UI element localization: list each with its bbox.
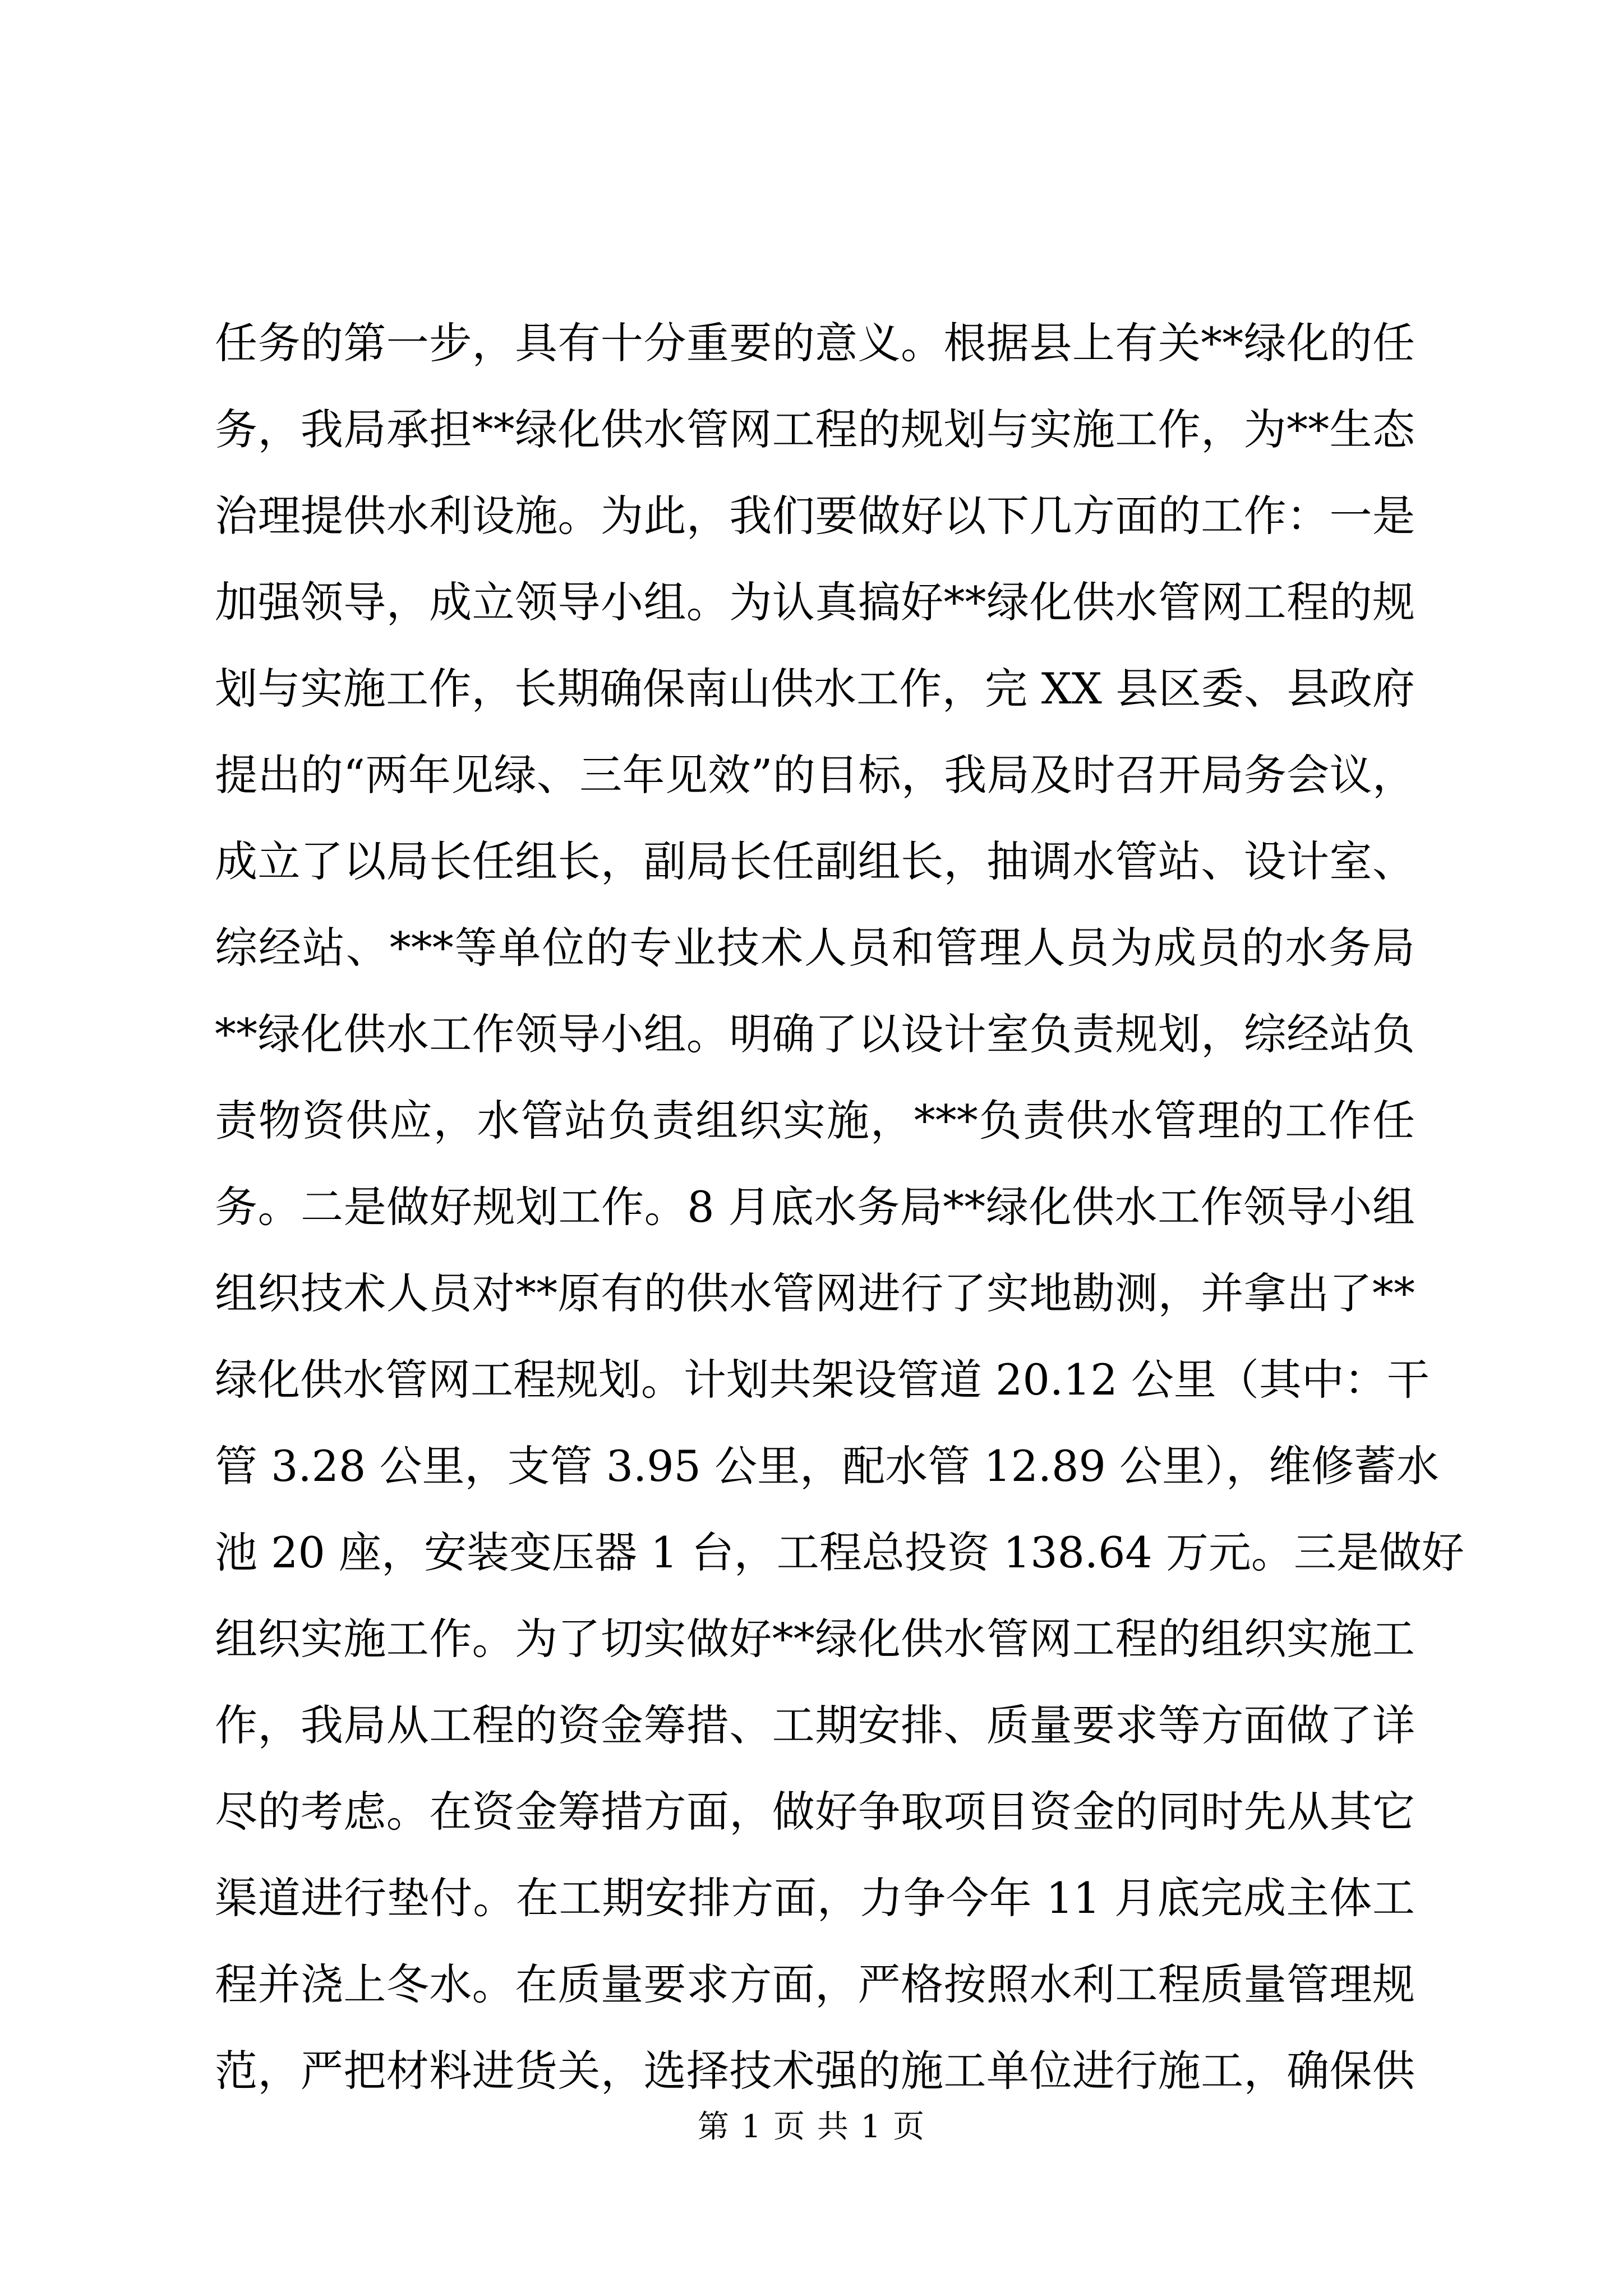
text-line-2: 务，我局承担**绿化供水管网工程的规划与实施工作，为**生态 <box>215 404 1415 454</box>
text-line-13: 绿化供水管网工程规划。计划共架设管道 20.12 公里（其中：干 <box>215 1355 1430 1405</box>
text-line-12: 组织技术人员对**原有的供水管网进行了实地勘测，并拿出了** <box>215 1268 1415 1318</box>
text-line-17: 作，我局从工程的资金筹措、工期安排、质量要求等方面做了详 <box>215 1700 1415 1750</box>
page-footer <box>0 2105 1623 2150</box>
text-line-4: 加强领导，成立领导小组。为认真搞好**绿化供水管网工程的规 <box>215 577 1415 627</box>
text-line-8: 综经站、***等单位的专业技术人员和管理人员为成员的水务局 <box>215 923 1415 973</box>
text-line-18: 尽的考虑。在资金筹措方面，做好争取项目资金的同时先从其它 <box>215 1787 1415 1837</box>
page-number-label: 第 1 页 共 1 页 <box>697 2109 926 2145</box>
text-line-14: 管 3.28 公里，支管 3.95 公里，配水管 12.89 公里），维修蓄水 <box>215 1441 1439 1491</box>
text-line-5: 划与实施工作，长期确保南山供水工作，完 XX 县区委、县政府 <box>215 664 1415 714</box>
text-line-9: **绿化供水工作领导小组。明确了以设计室负责规划，综经站负 <box>215 1009 1415 1059</box>
text-line-16: 组织实施工作。为了切实做好**绿化供水管网工程的组织实施工 <box>215 1614 1415 1664</box>
text-line-10: 责物资供应，水管站负责组织实施，***负责供水管理的工作任 <box>215 1096 1415 1145</box>
body-paragraph <box>215 300 1464 2114</box>
text-line-7: 成立了以局长任组长，副局长任副组长，抽调水管站、设计室、 <box>215 836 1415 886</box>
text-line-11: 务。二是做好规划工作。8 月底水务局**绿化供水工作领导小组 <box>215 1182 1415 1232</box>
text-line-3: 治理提供水利设施。为此，我们要做好以下几方面的工作：一是 <box>215 491 1415 541</box>
text-line-20: 程并浇上冬水。在质量要求方面，严格按照水利工程质量管理规 <box>215 1959 1415 2009</box>
text-line-6: 提出的“两年见绿、三年见效”的目标，我局及时召开局务会议， <box>215 750 1415 800</box>
text-line-21: 范，严把材料进货关，选择技术强的施工单位进行施工，确保供 <box>215 2046 1415 2096</box>
text-line-15: 池 20 座，安装变压器 1 台，工程总投资 138.64 万元。三是做好 <box>215 1527 1464 1577</box>
text-line-1: 任务的第一步，具有十分重要的意义。根据县上有关**绿化的任 <box>215 318 1415 368</box>
text-line-19: 渠道进行垫付。在工期安排方面，力争今年 11 月底完成主体工 <box>215 1873 1415 1923</box>
